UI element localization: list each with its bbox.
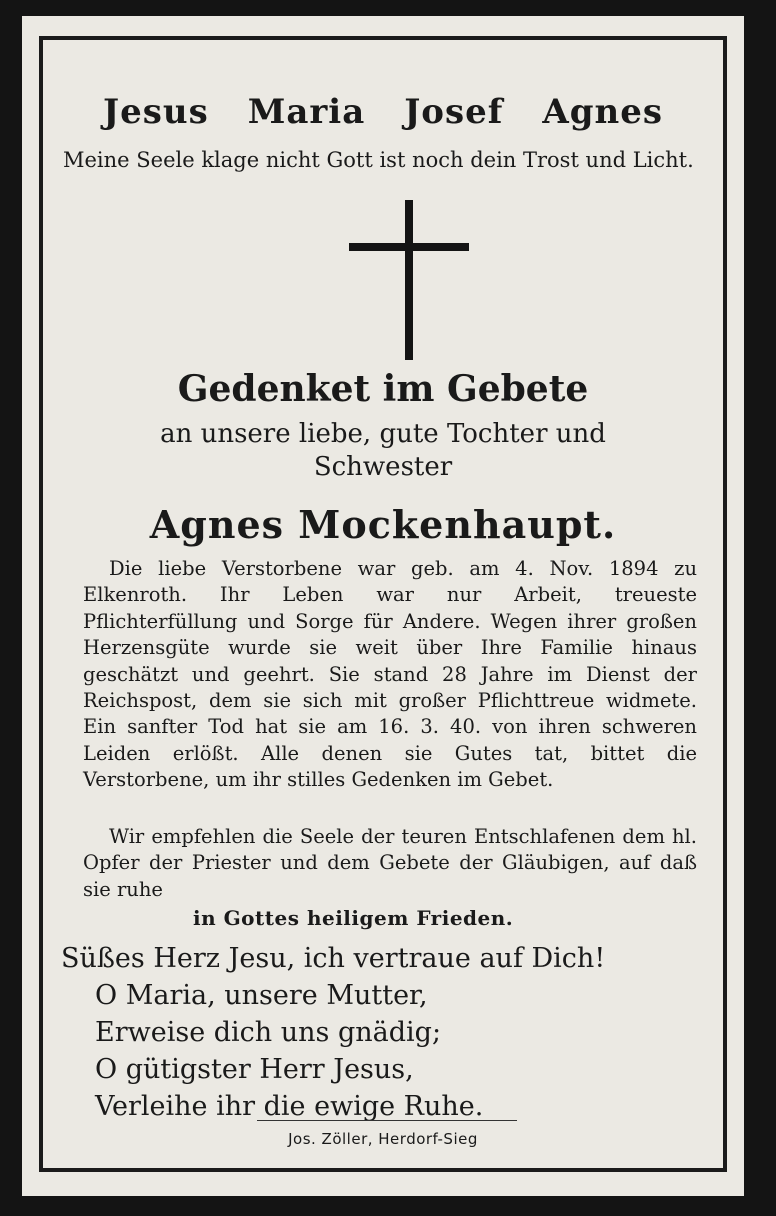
verse-line: Erweise dich uns gnädig; [95, 1017, 442, 1048]
motto-text: Meine Seele klage nicht Gott ist noch dein Trost und Licht. [63, 148, 694, 172]
verse-line: O gütigster Herr Jesus, [95, 1054, 414, 1085]
printer-credit: Jos. Zöller, Herdorf-Sieg [288, 1130, 478, 1148]
name-jesus: Jesus [103, 92, 209, 132]
biography-paragraph: Die liebe Verstorbene war geb. am 4. Nov. 1894 zu Elkenroth. Ihr Leben war nur Arbeit, treueste Pflichterfüllung und Sorge für Andere. Wegen ihrer großen Herzensgüte wurde sie weit über Ihre Familie hinaus geschätzt und geehrt. Sie stand 28 Jahre im Dienst der Reichspost, dem sie sich mit großer Pflichttreue widmete. Ein sanfter Tod hat sie am 16. 3. 40. von ihren schweren Leiden erlößt. Alle denen sie Gutes tat, bittet die Verstorbene, um ihr stilles Gedenken im Gebet. [83, 557, 697, 792]
holy-names [103, 92, 663, 132]
memorial-title: Gedenket im Gebete [177, 368, 589, 410]
memorial-subtitle: an unsere liebe, gute Tochter und Schwester [160, 419, 606, 482]
name-maria: Maria [247, 92, 366, 132]
prayer-paragraph: Wir empfehlen die Seele der teuren Entschlafenen dem hl. Opfer der Priester und dem Gebete der Gläubigen, auf daß sie ruhe [83, 825, 697, 901]
deceased-name: Agnes Mockenhaupt. [149, 502, 617, 547]
name-josef: Josef [404, 92, 504, 132]
divider-line [257, 1120, 517, 1121]
cross-icon [349, 200, 469, 360]
prayer-verse [61, 940, 605, 1125]
verse-line: Süßes Herz Jesu, ich vertraue auf Dich! [61, 943, 606, 974]
memorial-card [22, 16, 744, 1196]
verse-line: O Maria, unsere Mutter, [95, 980, 428, 1011]
name-agnes: Agnes [542, 92, 663, 132]
closing-line: in Gottes heiligem Frieden. [193, 906, 514, 930]
card-frame [39, 36, 727, 1172]
verse-line: Verleihe ihr die ewige Ruhe. [95, 1091, 484, 1122]
